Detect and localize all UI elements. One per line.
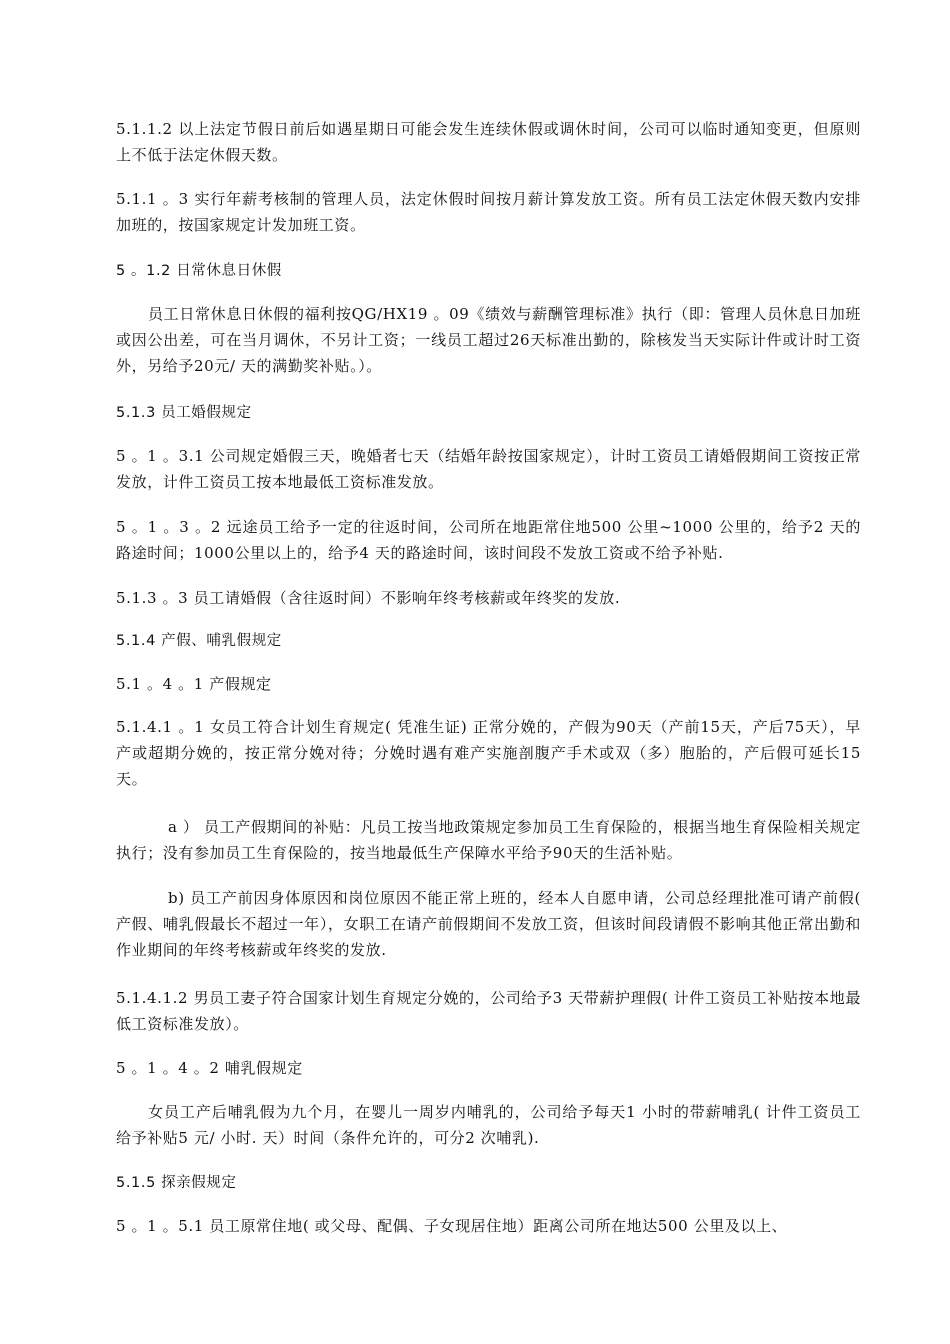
paragraph-5-1-3-1: 5 。1 。3.1 公司规定婚假三天，晚婚者七天（结婚年龄按国家规定），计时工资员工请婚假期间工资按正常发放，计件工资员工按本地最低工资标准发放。 [116,447,861,491]
subheading-5-1-4-1: 5.1 。4 。1 产假规定 [116,675,272,693]
section-heading-5-1-2: 5 。1.2 日常休息日休假 [116,263,282,279]
section-heading-5-1-3: 5.1.3 员工婚假规定 [116,405,252,421]
section-heading-5-1-5: 5.1.5 探亲假规定 [116,1175,237,1191]
paragraph-5-1-5-1: 5 。1 。5.1 员工原常住地( 或父母、配偶、子女现居住地）距离公司所在地达500 公里及以上、 [116,1217,788,1235]
paragraph-rest-day-leave: 员工日常休息日休假的福利按QG/HX19 。09《绩效与薪酬管理标准》执行（即：管理人员休息日加班或因公出差，可在当月调休，不另计工资；一线员工超过26天标准出勤的，除核发当天实际计件或计时工资外，另给予20元/ 天的满勤奖补贴。）。 [116,305,861,375]
paragraph-nursing-leave: 女员工产后哺乳假为九个月，在婴儿一周岁内哺乳的，公司给予每天1 小时的带薪哺乳( 计件工资员工给予补贴5 元/ 小时. 天）时间（条件允许的，可分2 次哺乳). [116,1103,861,1147]
paragraph-5-1-1-3: 5.1.1 。3 实行年薪考核制的管理人员，法定休假时间按月薪计算发放工资。所有员工法定休假天数内安排加班的，按国家规定计发加班工资。 [116,190,861,234]
paragraph-5-1-3-3: 5.1.3 。3 员工请婚假（含往返时间）不影响年终考核薪或年终奖的发放. [116,589,621,607]
paragraph-5-1-1-2: 5.1.1.2 以上法定节假日前后如遇星期日可能会发生连续休假或调休时间，公司可以临时通知变更，但原则上不低于法定休假天数。 [116,120,861,164]
section-heading-5-1-4: 5.1.4 产假、哺乳假规定 [116,633,282,649]
paragraph-item-a: a ） 员工产假期间的补贴：凡员工按当地政策规定参加员工生育保险的，根据当地生育保险相关规定执行；没有参加员工生育保险的，按当地最低生产保障水平给予90天的生活补贴。 [116,818,861,862]
paragraph-5-1-4-1-2: 5.1.4.1.2 男员工妻子符合国家计划生育规定分娩的，公司给予3 天带薪护理假( 计件工资员工补贴按本地最低工资标准发放）。 [116,989,861,1033]
paragraph-5-1-4-1-1: 5.1.4.1 。1 女员工符合计划生育规定( 凭准生证) 正常分娩的，产假为90天（产前15天，产后75天），早产或超期分娩的，按正常分娩对待；分娩时遇有难产实施剖腹产手术或双（多）胞胎的，产后假可延长15天。 [116,718,861,788]
paragraph-5-1-3-2: 5 。1 。3 。2 远途员工给予一定的往返时间，公司所在地距常住地500 公里~1000 公里的，给予2 天的路途时间；1000公里以上的，给予4 天的路途时间，该时间段不发放工资或不给予补贴. [116,518,861,562]
subheading-5-1-4-2: 5 。1 。4 。2 哺乳假规定 [116,1059,303,1077]
paragraph-item-b: b) 员工产前因身体原因和岗位原因不能正常上班的，经本人自愿申请，公司总经理批准可请产前假( 产假、哺乳假最长不超过一年），女职工在请产前假期间不发放工资，但该时间段请假不影响其他正常出勤和作业期间的年终考核薪或年终奖的发放. [116,889,861,959]
